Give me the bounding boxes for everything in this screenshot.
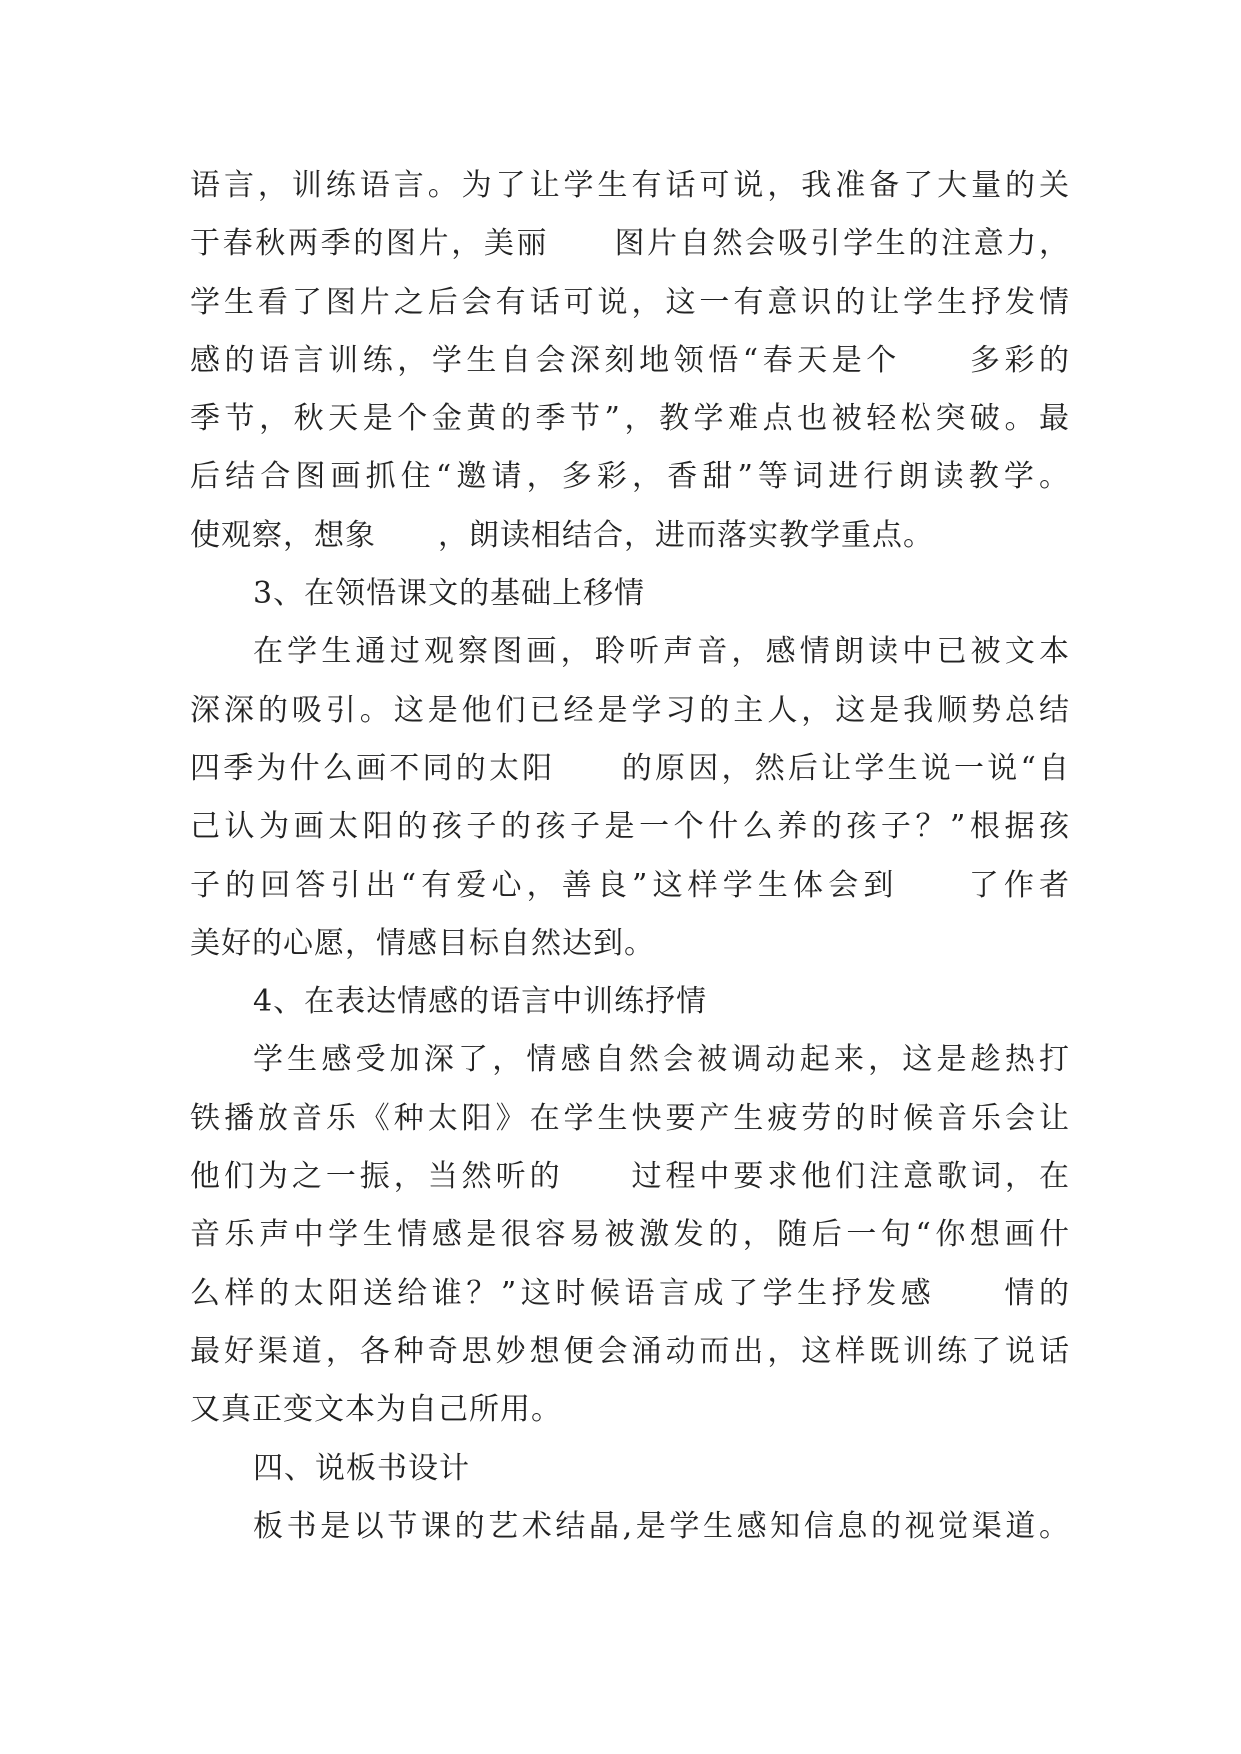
text-line: 四季为什么画不同的太阳 的原因，然后让学生说一说“自 bbox=[190, 750, 1070, 786]
text-line: 感的语言训练，学生自会深刻地领悟“春天是个 多彩的 bbox=[190, 342, 1070, 378]
text-line: 语言，训练语言。为了让学生有话可说，我准备了大量的关 bbox=[190, 168, 1070, 203]
body-text bbox=[190, 157, 1070, 1556]
text-line: 深深的吸引。这是他们已经是学习的主人，这是我顺势总结 bbox=[190, 692, 1070, 728]
text-line: 板书是以节课的艺术结晶,是学生感知信息的视觉渠道。 bbox=[253, 1508, 1070, 1544]
text-line: 铁播放音乐《种太阳》在学生快要产生疲劳的时候音乐会让 bbox=[190, 1100, 1070, 1136]
text-line: 使观察，想象 ，朗读相结合，进而落实教学重点。 bbox=[190, 517, 934, 553]
section-heading: 4、在表达情感的语言中训练抒情 bbox=[253, 984, 708, 1020]
text-line: 么样的太阳送给谁？”这时候语言成了学生抒发感 情的 bbox=[190, 1275, 1070, 1311]
text-line: 子的回答引出“有爱心，善良”这样学生体会到 了作者 bbox=[190, 867, 1070, 903]
section-heading: 3、在领悟课文的基础上移情 bbox=[253, 576, 646, 612]
text-line: 又真正变文本为自己所用。 bbox=[190, 1392, 562, 1428]
text-line: 季节，秋天是个金黄的季节”，教学难点也被轻松突破。最 bbox=[190, 401, 1070, 437]
text-line: 学生看了图片之后会有话可说，这一有意识的让学生抒发情 bbox=[190, 284, 1070, 320]
text-line: 己认为画太阳的孩子的孩子是一个什么养的孩子？”根据孩 bbox=[190, 809, 1070, 845]
text-line: 美好的心愿，情感目标自然达到。 bbox=[190, 925, 655, 961]
section-heading: 四、说板书设计 bbox=[253, 1450, 470, 1486]
text-line: 最好渠道，各种奇思妙想便会涌动而出，这样既训练了说话 bbox=[190, 1333, 1070, 1369]
text-line: 后结合图画抓住“邀请，多彩，香甜”等词进行朗读教学。 bbox=[190, 459, 1070, 495]
text-line: 在学生通过观察图画，聆听声音，感情朗读中已被文本 bbox=[253, 634, 1070, 670]
text-line: 音乐声中学生情感是很容易被激发的，随后一句“你想画什 bbox=[190, 1217, 1070, 1253]
text-line: 于春秋两季的图片，美丽 图片自然会吸引学生的注意力， bbox=[190, 226, 1070, 262]
text-line: 他们为之一振，当然听的 过程中要求他们注意歌词，在 bbox=[190, 1159, 1070, 1195]
text-line: 学生感受加深了，情感自然会被调动起来，这是趁热打 bbox=[253, 1042, 1070, 1078]
